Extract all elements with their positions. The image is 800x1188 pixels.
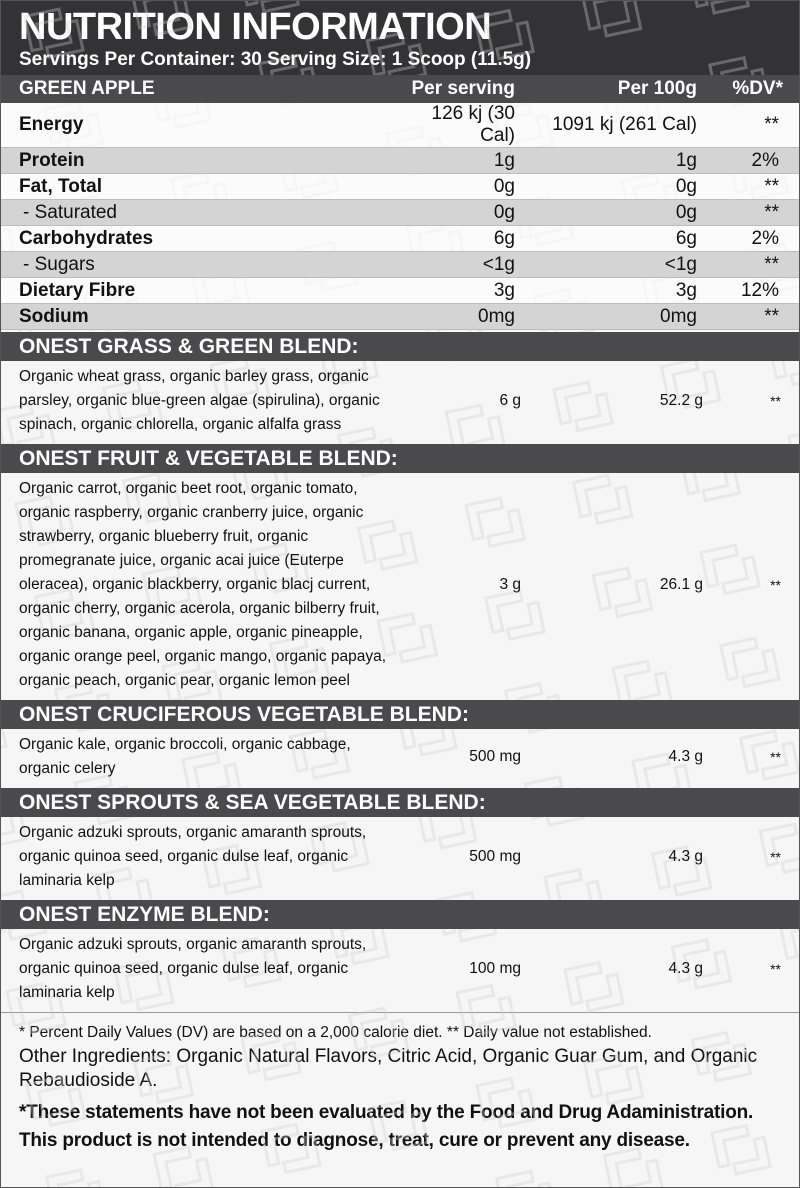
- blend-title: ONEST CRUCIFEROUS VEGETABLE BLEND:: [1, 700, 799, 729]
- per-100g-header: Per 100g: [523, 75, 705, 103]
- table-row: [1, 103, 800, 148]
- table-row: [1, 278, 800, 304]
- blend-ingredients: Organic wheat grass, organic barley grass, organic parsley, organic blue-green algae (spirulina), organic spinach, organic chlorella, organic alfalfa grass: [19, 368, 380, 433]
- nutrient-name: - Saturated: [1, 200, 381, 226]
- nutrient-name: Carbohydrates: [1, 226, 381, 252]
- nutrient-dv: 12%: [705, 278, 800, 304]
- blend-dv: **: [770, 577, 781, 593]
- blend-cruciferous: [1, 700, 799, 786]
- serving-info: Servings Per Container: 30 Serving Size: 1 Scoop (11.5g): [19, 49, 532, 70]
- blend-per-100g: 4.3 g: [668, 848, 703, 865]
- blend-dv: **: [770, 961, 781, 977]
- blend-grass-green: [1, 332, 799, 442]
- nutrient-per-100g: 0g: [523, 174, 705, 200]
- blend-ingredients: Organic adzuki sprouts, organic amaranth sprouts, organic quinoa seed, organic dulse leaf, organic laminaria kelp: [19, 936, 367, 1001]
- nutrient-dv: **: [705, 252, 800, 278]
- blend-dv: **: [770, 393, 781, 409]
- table-row: [1, 200, 800, 226]
- blend-per-100g: 4.3 g: [668, 748, 703, 765]
- blend-row: [1, 929, 799, 1010]
- nutrient-per-100g: 3g: [523, 278, 705, 304]
- nutrient-per-serving: 6g: [381, 226, 523, 252]
- other-ingredients: Other Ingredients: Organic Natural Flavors, Citric Acid, Organic Guar Gum, and Organic Rebaudioside A.: [19, 1046, 758, 1091]
- blend-ingredients: Organic carrot, organic beet root, organic tomato, organic raspberry, organic cranberry juice, organic strawberry, organic blueberry fruit, organic promegranate juice, organic acai juice (Euterpe oleracea), organic blackberry, organic blacj current, organic cherry, organic acerola, organic bilberry fruit, organic banana, organic apple, organic pineapple, organic orange peel, organic mango, organic papaya, organic peach, organic pear, organic lemon peel: [19, 480, 387, 689]
- blend-amount: 3 g: [499, 576, 521, 593]
- table-row: [1, 226, 800, 252]
- table-row: [1, 148, 800, 174]
- nutrient-name: Energy: [1, 103, 381, 148]
- nutrient-per-100g: 0g: [523, 200, 705, 226]
- blend-sprouts-sea: [1, 788, 799, 898]
- nutrient-per-serving: 0mg: [381, 304, 523, 330]
- nutrient-name: Sodium: [1, 304, 381, 330]
- blend-amount: 500 mg: [469, 748, 521, 765]
- nutrient-name: Dietary Fibre: [1, 278, 381, 304]
- nutrient-dv: 2%: [705, 148, 800, 174]
- nutrient-name: - Sugars: [1, 252, 381, 278]
- dv-header: %DV*: [705, 75, 800, 103]
- table-header-row: [1, 75, 800, 103]
- dv-footnote: * Percent Daily Values (DV) are based on a 2,000 calorie diet. ** Daily value not established.: [19, 1024, 652, 1041]
- footer-notes: [1, 1012, 799, 1155]
- nutrient-per-serving: 0g: [381, 174, 523, 200]
- blend-row: [1, 729, 799, 786]
- nutrient-per-100g: 6g: [523, 226, 705, 252]
- blend-amount: 6 g: [499, 392, 521, 409]
- nutrient-per-serving: 0g: [381, 200, 523, 226]
- nutrient-dv: 2%: [705, 226, 800, 252]
- blend-per-100g: 4.3 g: [668, 960, 703, 977]
- blend-enzyme: [1, 900, 799, 1010]
- nutrient-per-100g: 1091 kj (261 Cal): [523, 103, 705, 148]
- fda-disclaimer-line-2: This product is not intended to diagnose, treat, cure or prevent any disease.: [19, 1130, 690, 1151]
- blend-per-100g: 52.2 g: [659, 392, 703, 409]
- nutrient-name: Fat, Total: [1, 174, 381, 200]
- nutrient-dv: **: [705, 174, 800, 200]
- table-row: [1, 174, 800, 200]
- per-serving-header: Per serving: [381, 75, 523, 103]
- nutrient-dv: **: [705, 200, 800, 226]
- blend-per-100g: 26.1 g: [659, 576, 703, 593]
- table-row: [1, 304, 800, 330]
- nutrient-dv: **: [705, 304, 800, 330]
- nutrient-name: Protein: [1, 148, 381, 174]
- blend-ingredients: Organic kale, organic broccoli, organic cabbage, organic celery: [19, 736, 351, 777]
- blend-title: ONEST GRASS & GREEN BLEND:: [1, 332, 799, 361]
- blend-title: ONEST ENZYME BLEND:: [1, 900, 799, 929]
- blend-title: ONEST SPROUTS & SEA VEGETABLE BLEND:: [1, 788, 799, 817]
- nutrient-per-serving: 126 kj (30 Cal): [381, 103, 523, 148]
- fda-disclaimer-line-1: *These statements have not been evaluated by the Food and Drug Adaministration.: [19, 1102, 754, 1123]
- nutrient-table: [1, 75, 800, 330]
- blend-row: [1, 361, 799, 442]
- page-title: NUTRITION INFORMATION: [19, 6, 492, 48]
- blend-dv: **: [770, 749, 781, 765]
- blend-row: [1, 817, 799, 898]
- blend-dv: **: [770, 849, 781, 865]
- flavor-header: GREEN APPLE: [1, 75, 381, 103]
- nutrient-dv: **: [705, 103, 800, 148]
- nutrient-per-serving: 3g: [381, 278, 523, 304]
- nutrient-per-serving: 1g: [381, 148, 523, 174]
- blend-amount: 100 mg: [469, 960, 521, 977]
- blend-amount: 500 mg: [469, 848, 521, 865]
- blend-ingredients: Organic adzuki sprouts, organic amaranth sprouts, organic quinoa seed, organic dulse leaf, organic laminaria kelp: [19, 824, 367, 889]
- nutrient-per-100g: 0mg: [523, 304, 705, 330]
- nutrient-per-100g: 1g: [523, 148, 705, 174]
- blend-fruit-vegetable: [1, 444, 799, 698]
- blend-title: ONEST FRUIT & VEGETABLE BLEND:: [1, 444, 799, 473]
- blend-row: [1, 473, 799, 698]
- table-row: [1, 252, 800, 278]
- title-bar: [1, 1, 799, 75]
- nutrient-per-100g: <1g: [523, 252, 705, 278]
- nutrient-per-serving: <1g: [381, 252, 523, 278]
